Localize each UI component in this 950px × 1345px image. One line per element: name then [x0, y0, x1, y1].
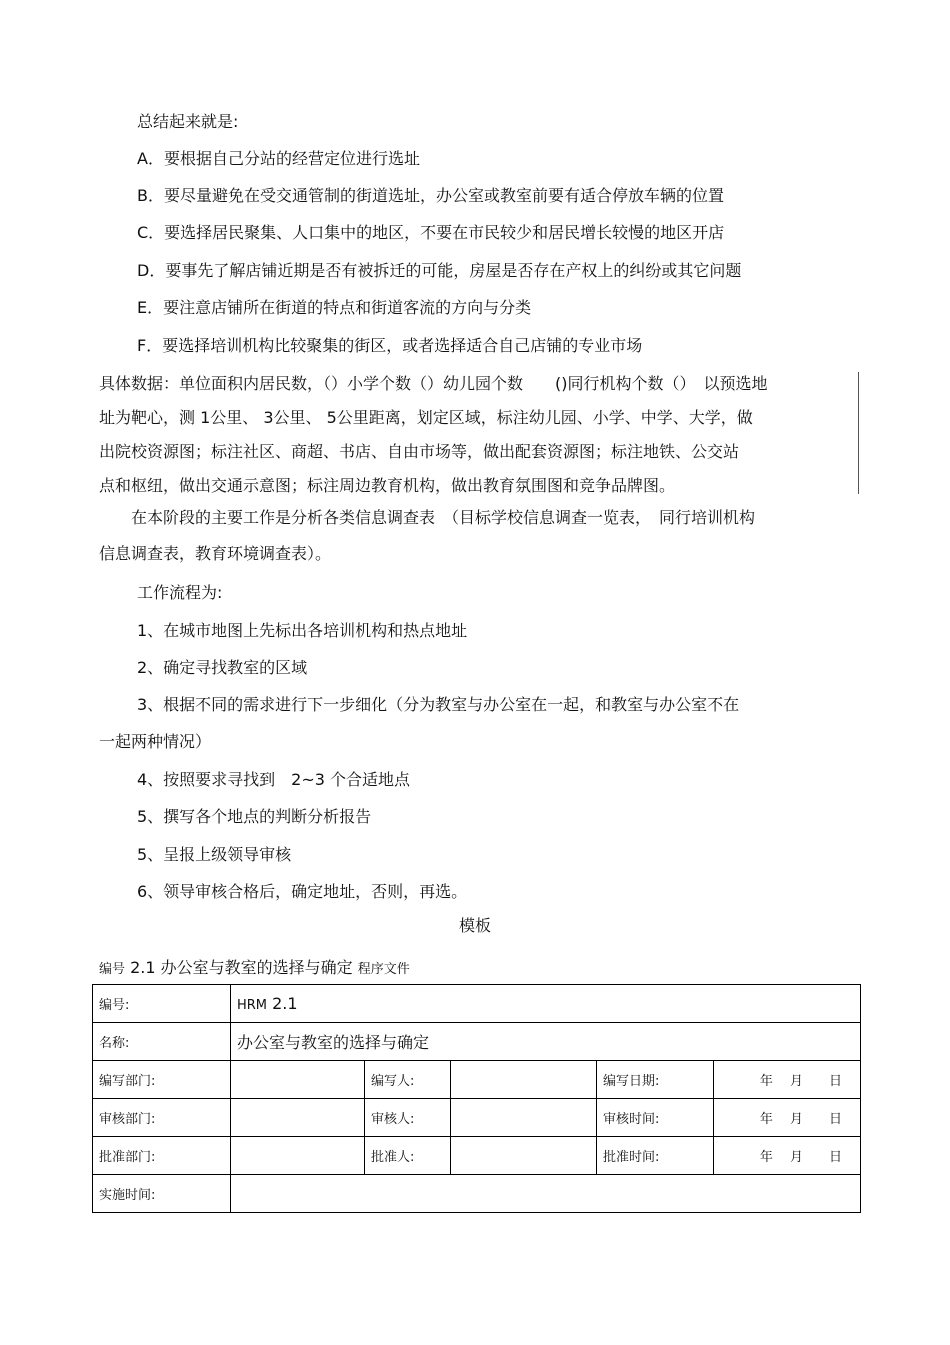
number-code: 2.1	[272, 994, 298, 1013]
data-line: 址为靶心，测 1公里、 3公里、 5公里距离，划定区域，标注幼儿园、小学、中学、大学，做	[99, 408, 753, 427]
compile-date-value[interactable]: 年 月 日	[714, 1061, 861, 1099]
approve-time-label: 批准时间:	[597, 1137, 714, 1175]
form-row-approve	[93, 1137, 861, 1175]
approve-person-label: 批准人:	[365, 1137, 451, 1175]
summary-item-d: D．要事先了解店铺近期是否有被拆迁的可能，房屋是否存在产权上的纠纷或其它问题	[137, 261, 742, 280]
data-line: 出院校资源图；标注社区、商超、书店、自由市场等，做出配套资源图；标注地铁、公交站	[99, 442, 740, 461]
stage-line: 信息调查表，教育环境调查表）。	[99, 544, 332, 563]
name-value: 办公室与教室的选择与确定	[231, 1023, 861, 1061]
summary-item-f: F．要选择培训机构比较聚集的街区，或者选择适合自己店铺的专业市场	[137, 336, 643, 355]
compile-dept-value[interactable]	[231, 1061, 365, 1099]
approve-dept-value[interactable]	[231, 1137, 365, 1175]
template-label	[99, 955, 410, 978]
template-label-main: 2.1 办公室与教室的选择与确定	[130, 958, 353, 977]
stage-line: 在本阶段的主要工作是分析各类信息调查表 （目标学校信息调查一览表， 同行培训机构	[99, 508, 756, 527]
implement-time-label: 实施时间:	[93, 1175, 231, 1213]
workflow-step: 5、呈报上级领导审核	[137, 845, 292, 864]
summary-item-a: A．要根据自己分站的经营定位进行选址	[137, 149, 420, 168]
form-row-review	[93, 1099, 861, 1137]
margin-rule	[858, 372, 859, 494]
template-label-prefix: 编号	[99, 962, 126, 977]
review-person-label: 审核人:	[365, 1099, 451, 1137]
compile-person-label: 编写人:	[365, 1061, 451, 1099]
number-label: 编号:	[93, 985, 231, 1023]
review-time-label: 审核时间:	[597, 1099, 714, 1137]
review-time-value[interactable]: 年 月 日	[714, 1099, 861, 1137]
summary-item-c: C．要选择居民聚集、人口集中的地区，不要在市民较少和居民增长较慢的地区开店	[137, 223, 725, 242]
review-dept-label: 审核部门:	[93, 1099, 231, 1137]
approve-person-value[interactable]	[451, 1137, 597, 1175]
summary-item-b: B．要尽量避免在受交通管制的街道选址，办公室或教室前要有适合停放车辆的位置	[137, 186, 724, 205]
workflow-step: 2、确定寻找教室的区域	[137, 658, 308, 677]
review-dept-value[interactable]	[231, 1099, 365, 1137]
review-person-value[interactable]	[451, 1099, 597, 1137]
template-label-suffix: 程序文件	[357, 962, 410, 977]
workflow-step: 5、撰写各个地点的判断分析报告	[137, 807, 372, 826]
approve-dept-label: 批准部门:	[93, 1137, 231, 1175]
workflow-step-continued: 一起两种情况）	[99, 732, 212, 751]
workflow-title: 工作流程为:	[137, 583, 223, 602]
compile-dept-label: 编写部门:	[93, 1061, 231, 1099]
data-line: 点和枢纽，做出交通示意图；标注周边教育机构，做出教育氛围图和竞争品牌图。	[99, 476, 676, 495]
workflow-step: 1、在城市地图上先标出各培训机构和热点地址	[137, 621, 468, 640]
implement-time-value[interactable]	[231, 1175, 861, 1213]
workflow-step: 4、按照要求寻找到 2~3 个合适地点	[137, 770, 411, 789]
workflow-step: 6、领导审核合格后，确定地址，否则，再选。	[137, 882, 468, 901]
stage-paragraph	[99, 500, 859, 572]
summary-item-e: E．要注意店铺所在街道的特点和街道客流的方向与分类	[137, 298, 532, 317]
form-row-implement	[93, 1175, 861, 1213]
data-paragraph	[99, 367, 859, 503]
data-line: 具体数据：单位面积内居民数，（）小学个数（）幼儿园个数 ()同行机构个数（） 以预选地	[99, 374, 768, 393]
procedure-form-table	[92, 984, 861, 1213]
compile-person-value[interactable]	[451, 1061, 597, 1099]
name-label: 名称:	[93, 1023, 231, 1061]
form-row-compile	[93, 1061, 861, 1099]
template-title: 模板	[458, 916, 491, 935]
compile-date-label: 编写日期:	[597, 1061, 714, 1099]
number-value	[231, 985, 861, 1023]
summary-intro: 总结起来就是:	[137, 112, 239, 131]
number-prefix: HRM	[237, 998, 268, 1013]
approve-time-value[interactable]: 年 月 日	[714, 1137, 861, 1175]
form-row-name	[93, 1023, 861, 1061]
form-row-number	[93, 985, 861, 1023]
workflow-step: 3、根据不同的需求进行下一步细化（分为教室与办公室在一起，和教室与办公室不在	[137, 695, 740, 714]
